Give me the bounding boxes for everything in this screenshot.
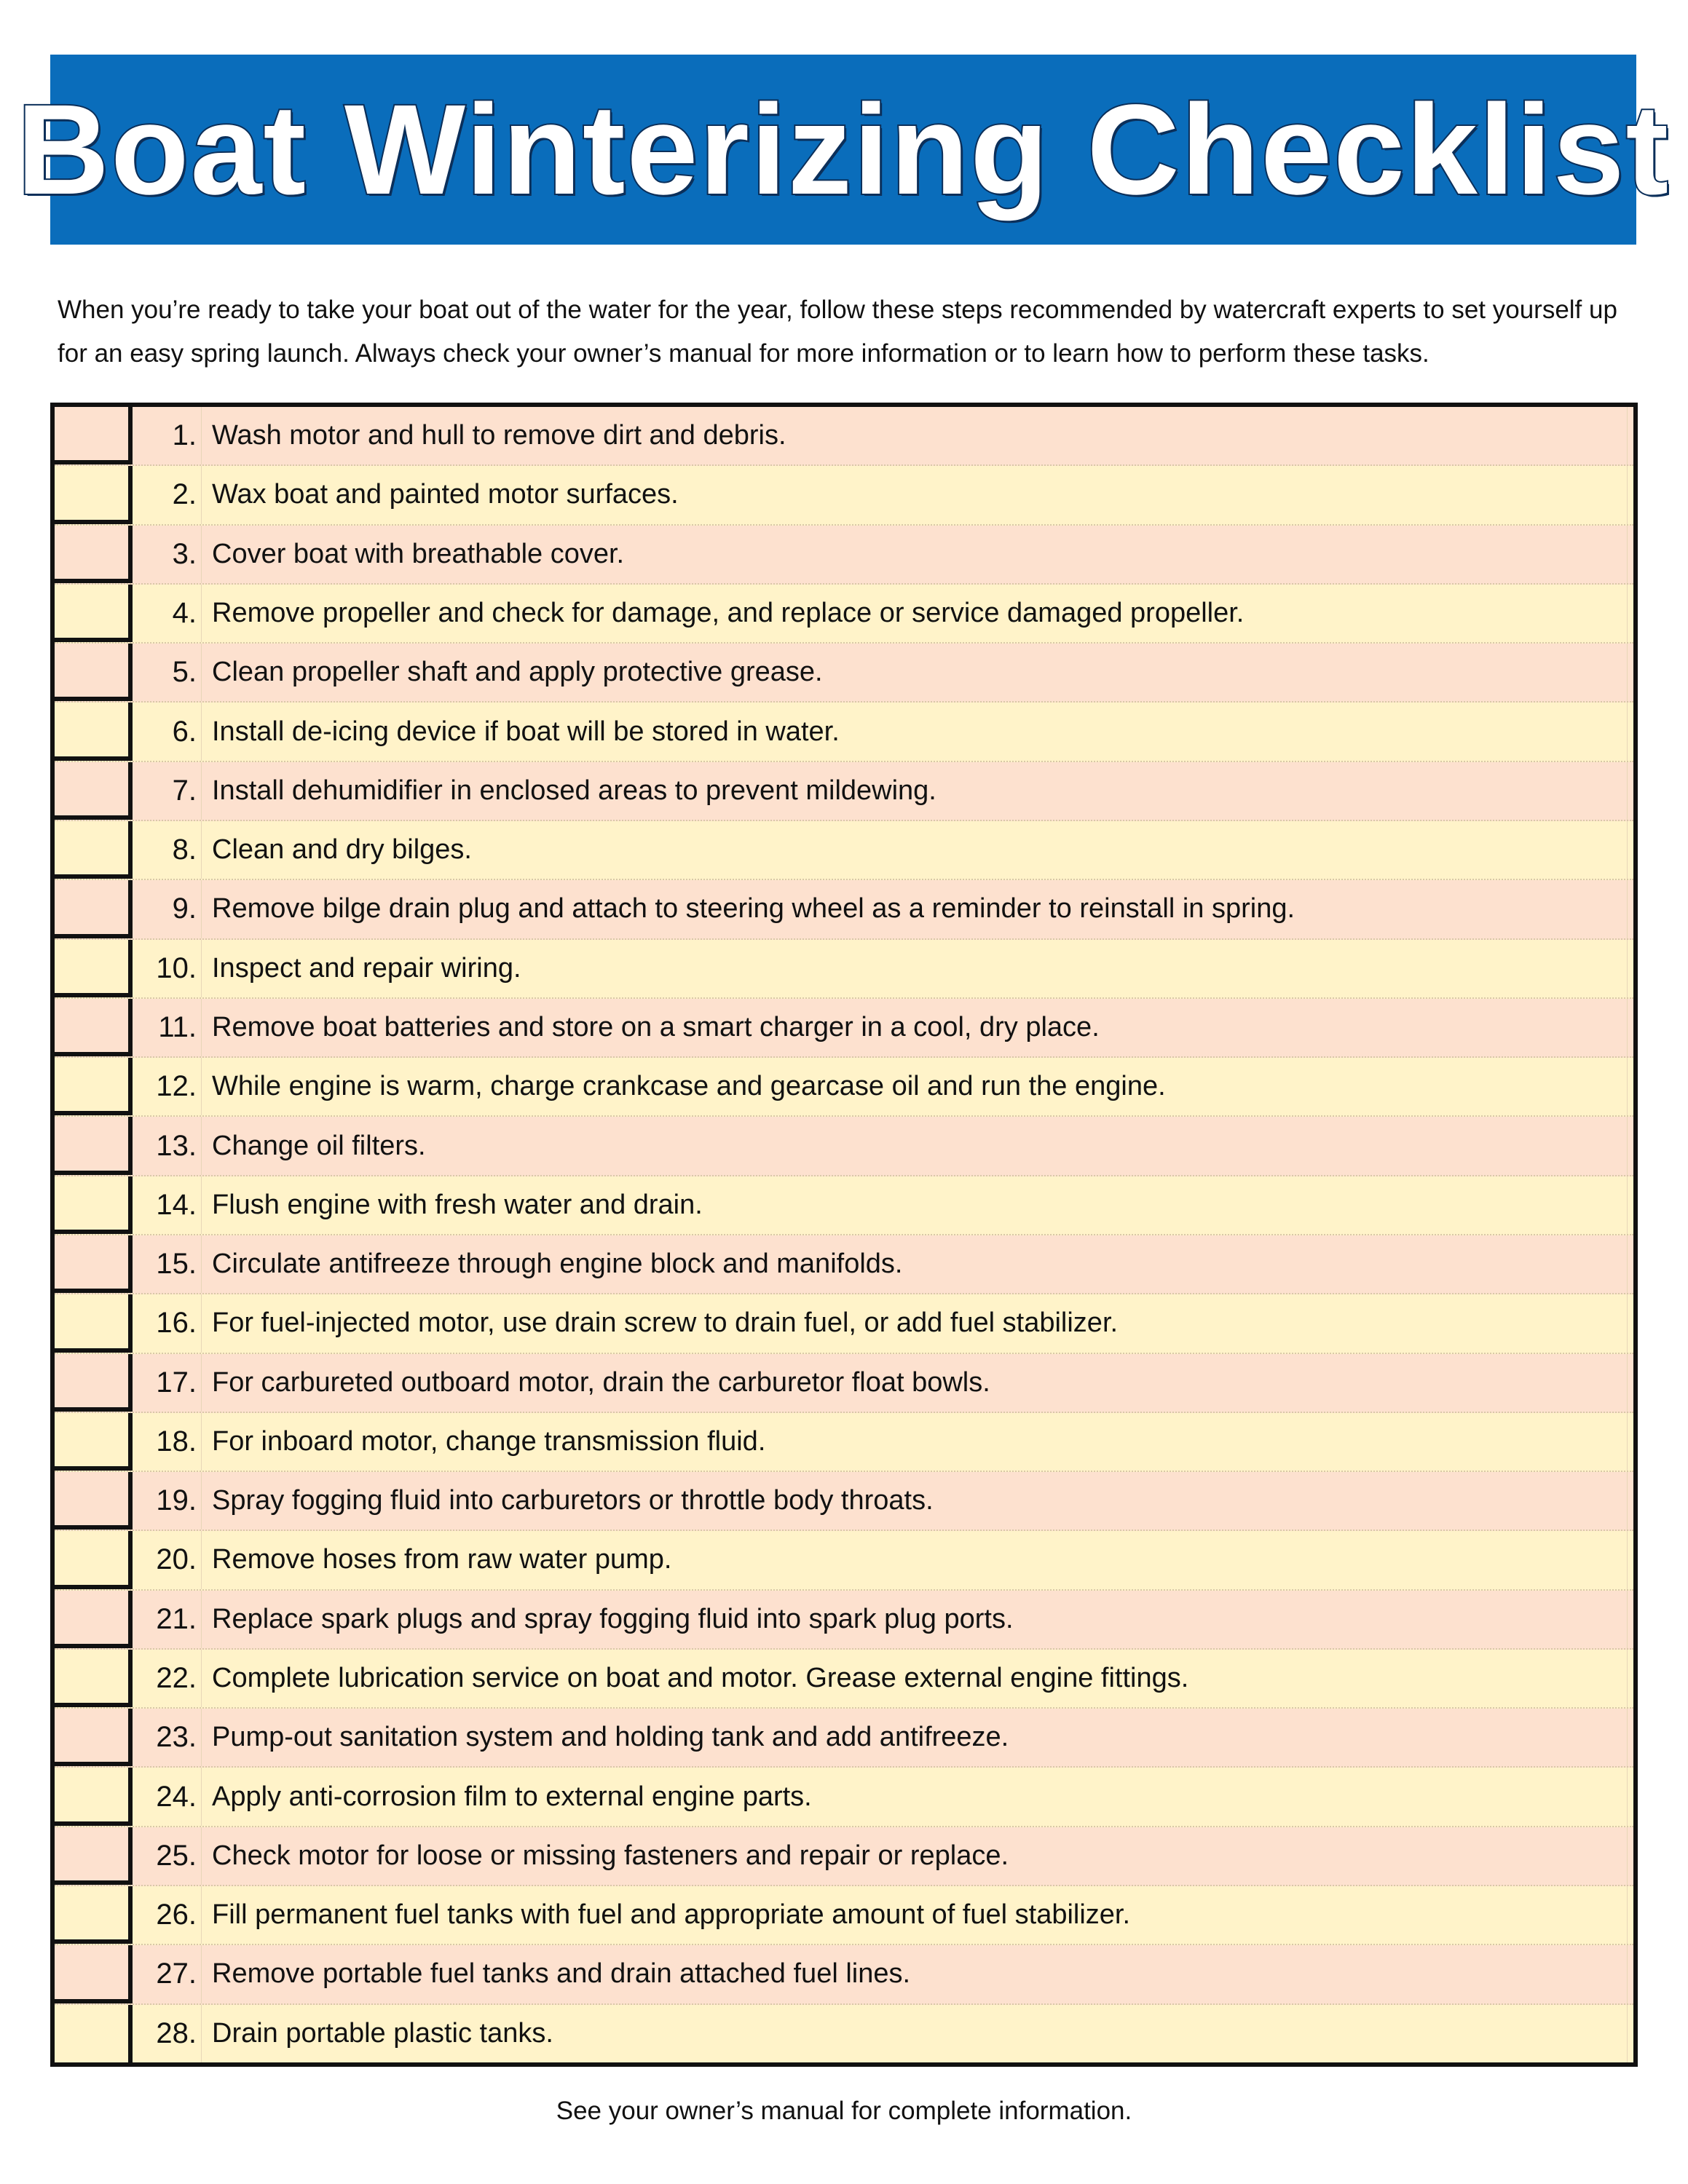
checklist-row <box>55 1472 1633 1531</box>
item-number: 28. <box>133 2005 202 2062</box>
checkbox[interactable] <box>55 1650 133 1707</box>
item-text: While engine is warm, charge crankcase and gearcase oil and run the engine. <box>202 1058 1628 1115</box>
checkbox[interactable] <box>55 999 133 1056</box>
checkbox[interactable] <box>55 1117 133 1174</box>
checkbox[interactable] <box>55 1354 133 1412</box>
checklist-row <box>55 1117 1633 1176</box>
item-text: Install dehumidifier in enclosed areas to prevent mildewing. <box>202 762 1628 820</box>
checkbox[interactable] <box>55 2005 133 2062</box>
item-text: Inspect and repair wiring. <box>202 940 1628 997</box>
item-text: Flush engine with fresh water and drain. <box>202 1176 1628 1234</box>
item-text: Spray fogging fluid into carburetors or throttle body throats. <box>202 1472 1628 1530</box>
item-number: 3. <box>133 526 202 583</box>
item-text: Wash motor and hull to remove dirt and debris. <box>202 407 1628 464</box>
checklist-row <box>55 1650 1633 1709</box>
item-number: 4. <box>133 585 202 642</box>
item-text: Replace spark plugs and spray fogging fluid into spark plug ports. <box>202 1591 1628 1648</box>
item-text: Clean propeller shaft and apply protective grease. <box>202 644 1628 701</box>
item-text: Apply anti-corrosion film to external engine parts. <box>202 1768 1628 1825</box>
item-text: Remove hoses from raw water pump. <box>202 1531 1628 1588</box>
item-number: 27. <box>133 1945 202 2003</box>
item-text: Remove boat batteries and store on a smart charger in a cool, dry place. <box>202 999 1628 1056</box>
item-number: 16. <box>133 1294 202 1352</box>
item-number: 10. <box>133 940 202 997</box>
item-text: Remove propeller and check for damage, and replace or service damaged propeller. <box>202 585 1628 642</box>
checkbox[interactable] <box>55 1768 133 1825</box>
item-text: Fill permanent fuel tanks with fuel and appropriate amount of fuel stabilizer. <box>202 1886 1628 1944</box>
checkbox[interactable] <box>55 1472 133 1530</box>
checkbox[interactable] <box>55 526 133 583</box>
checklist-row <box>55 1768 1633 1827</box>
checkbox[interactable] <box>55 1176 133 1234</box>
item-number: 22. <box>133 1650 202 1707</box>
item-number: 23. <box>133 1709 202 1766</box>
checkbox[interactable] <box>55 1235 133 1293</box>
checklist-row <box>55 1176 1633 1235</box>
checklist-row <box>55 1294 1633 1353</box>
checklist-row <box>55 1709 1633 1768</box>
item-text: Install de-icing device if boat will be stored in water. <box>202 703 1628 760</box>
checklist-row <box>55 1058 1633 1117</box>
item-number: 21. <box>133 1591 202 1648</box>
checkbox[interactable] <box>55 880 133 938</box>
item-number: 19. <box>133 1472 202 1530</box>
title-banner <box>16 55 1671 245</box>
item-text: Wax boat and painted motor surfaces. <box>202 466 1628 523</box>
item-number: 14. <box>133 1176 202 1234</box>
checklist-row <box>55 526 1633 585</box>
checklist-row <box>55 407 1633 466</box>
checklist-row <box>55 821 1633 880</box>
item-text: Drain portable plastic tanks. <box>202 2005 1628 2062</box>
item-number: 17. <box>133 1354 202 1412</box>
checklist-row <box>55 2005 1633 2062</box>
item-text: Clean and dry bilges. <box>202 821 1628 879</box>
checklist-row <box>55 1531 1633 1590</box>
checklist-row <box>55 1235 1633 1294</box>
item-text: Complete lubrication service on boat and motor. Grease external engine fittings. <box>202 1650 1628 1707</box>
item-number: 9. <box>133 880 202 938</box>
item-number: 2. <box>133 466 202 523</box>
checklist-row <box>55 1945 1633 2004</box>
checklist-row <box>55 1827 1633 1886</box>
checkbox[interactable] <box>55 1058 133 1115</box>
checklist-row <box>55 585 1633 644</box>
checkbox[interactable] <box>55 1886 133 1944</box>
checkbox[interactable] <box>55 1945 133 2003</box>
item-number: 15. <box>133 1235 202 1293</box>
item-text: Remove portable fuel tanks and drain attached fuel lines. <box>202 1945 1628 2003</box>
checklist-row <box>55 1886 1633 1945</box>
item-text: Circulate antifreeze through engine block and manifolds. <box>202 1235 1628 1293</box>
checkbox[interactable] <box>55 703 133 760</box>
checklist-row <box>55 940 1633 999</box>
item-text: Check motor for loose or missing fasteners and repair or replace. <box>202 1827 1628 1885</box>
checklist-row <box>55 880 1633 939</box>
item-number: 7. <box>133 762 202 820</box>
checklist-row <box>55 703 1633 761</box>
item-text: Remove bilge drain plug and attach to steering wheel as a reminder to reinstall in spring. <box>202 880 1628 938</box>
item-number: 13. <box>133 1117 202 1174</box>
intro-paragraph: When you’re ready to take your boat out of the water for the year, follow these steps recommended by watercraft experts to set yourself up for an easy spring launch. Always check your owner’s manual for more information or to learn how to perform these tasks. <box>58 296 1617 368</box>
checkbox[interactable] <box>55 644 133 701</box>
checkbox[interactable] <box>55 762 133 820</box>
item-text: For fuel-injected motor, use drain screw to drain fuel, or add fuel stabilizer. <box>202 1294 1628 1352</box>
checkbox[interactable] <box>55 940 133 997</box>
checklist-table <box>50 403 1638 2067</box>
item-number: 1. <box>133 407 202 464</box>
checkbox[interactable] <box>55 1294 133 1352</box>
checkbox[interactable] <box>55 1827 133 1885</box>
item-number: 20. <box>133 1531 202 1588</box>
checkbox[interactable] <box>55 466 133 523</box>
checklist-row <box>55 762 1633 821</box>
item-number: 18. <box>133 1413 202 1471</box>
item-number: 11. <box>133 999 202 1056</box>
footer-note: See your owner’s manual for complete information. <box>556 2097 1132 2125</box>
item-text: For inboard motor, change transmission fluid. <box>202 1413 1628 1471</box>
item-number: 5. <box>133 644 202 701</box>
item-text: Cover boat with breathable cover. <box>202 526 1628 583</box>
page-title: Boat Winterizing Checklist <box>16 78 1671 221</box>
item-text: Change oil filters. <box>202 1117 1628 1174</box>
item-number: 25. <box>133 1827 202 1885</box>
item-text: For carbureted outboard motor, drain the carburetor float bowls. <box>202 1354 1628 1412</box>
item-number: 8. <box>133 821 202 879</box>
checklist-row <box>55 1413 1633 1472</box>
item-number: 24. <box>133 1768 202 1825</box>
checkbox[interactable] <box>55 1413 133 1471</box>
checkbox[interactable] <box>55 1709 133 1766</box>
checklist-row <box>55 644 1633 703</box>
checkbox[interactable] <box>55 821 133 879</box>
checkbox[interactable] <box>55 407 133 464</box>
checklist-row <box>55 1354 1633 1413</box>
checkbox[interactable] <box>55 585 133 642</box>
checklist-row <box>55 466 1633 525</box>
item-number: 6. <box>133 703 202 760</box>
item-number: 26. <box>133 1886 202 1944</box>
checkbox[interactable] <box>55 1591 133 1648</box>
item-number: 12. <box>133 1058 202 1115</box>
checkbox[interactable] <box>55 1531 133 1588</box>
checklist-row <box>55 999 1633 1058</box>
item-text: Pump-out sanitation system and holding tank and add antifreeze. <box>202 1709 1628 1766</box>
checklist-row <box>55 1591 1633 1650</box>
